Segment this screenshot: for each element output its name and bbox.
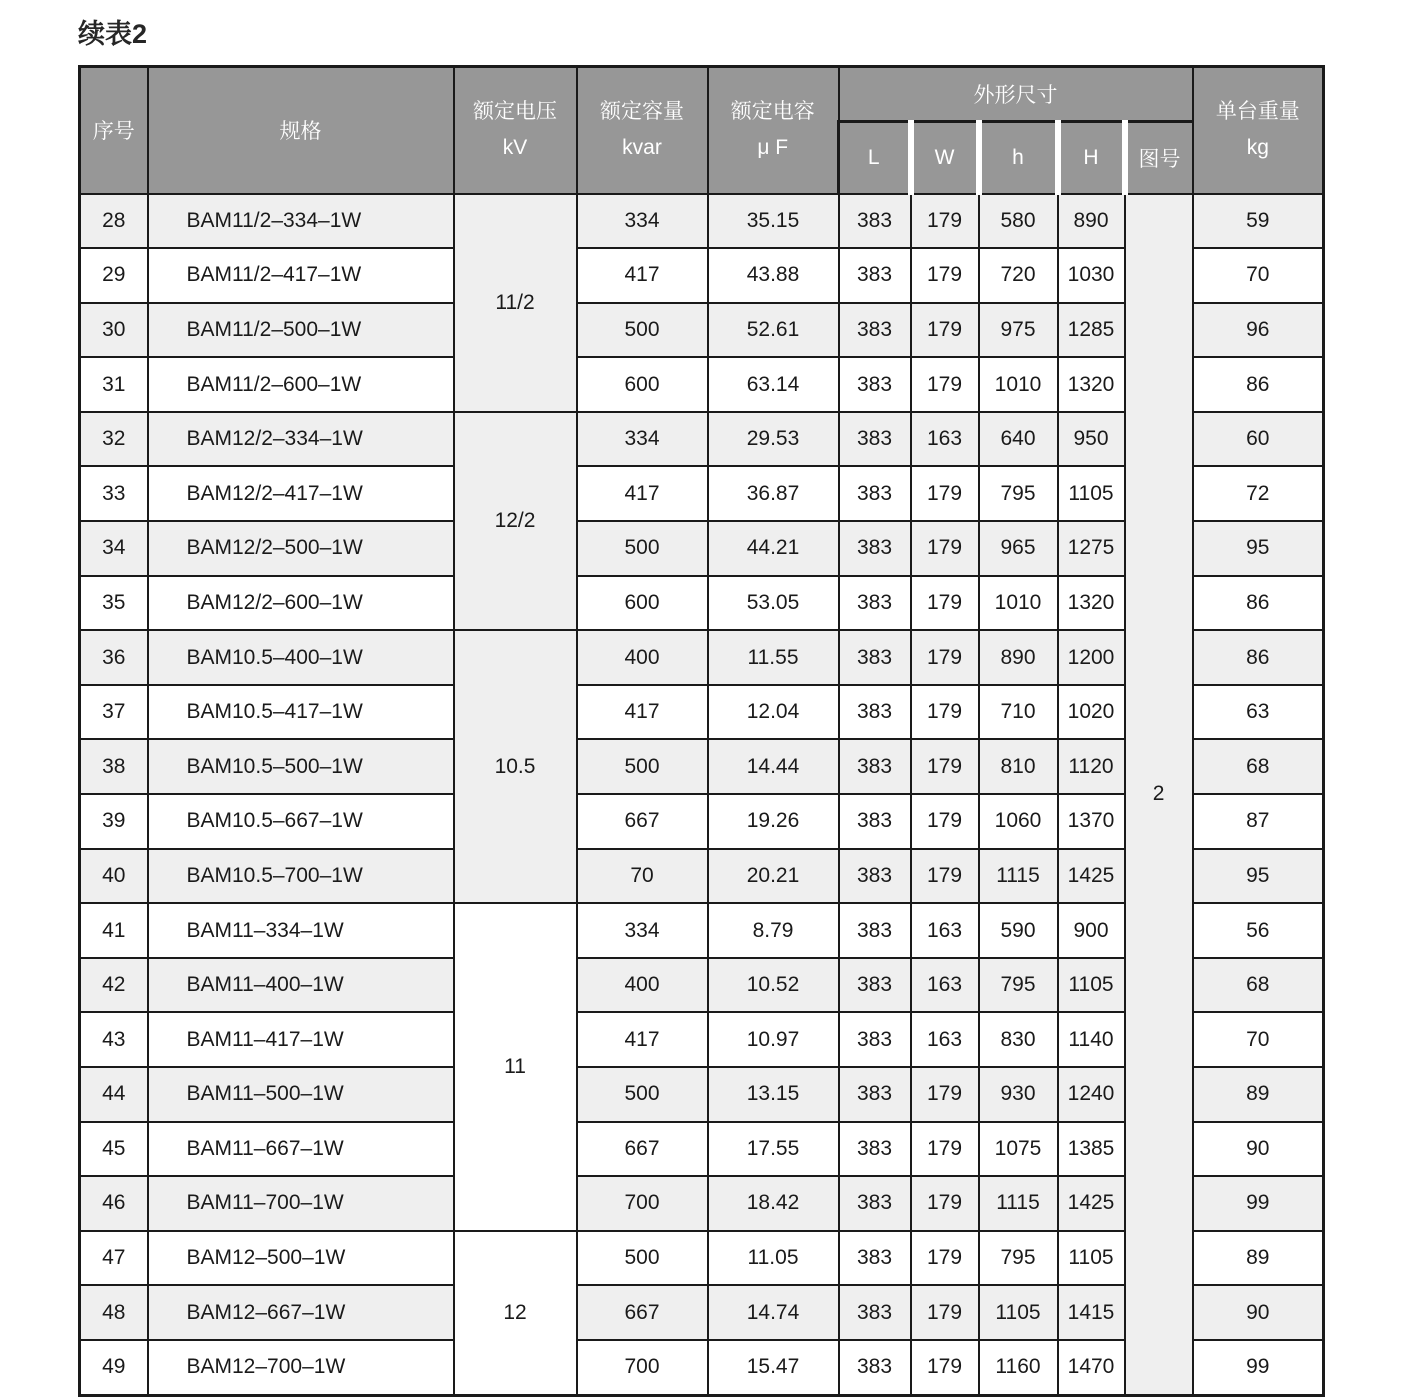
cell-serial: 46	[80, 1176, 148, 1231]
cell-dim-W: 179	[911, 1285, 979, 1340]
col-header-H-large: H	[1058, 122, 1125, 194]
cell-weight: 72	[1193, 466, 1324, 521]
col-header-capacity-name: 额定容量	[600, 100, 684, 124]
cell-serial: 43	[80, 1012, 148, 1067]
cell-dim-W: 179	[911, 1122, 979, 1177]
cell-dim-h: 810	[979, 739, 1058, 794]
cell-capacity: 400	[577, 958, 708, 1013]
cell-weight: 89	[1193, 1067, 1324, 1122]
cell-weight: 95	[1193, 521, 1324, 576]
cell-voltage-group: 10.5	[454, 630, 577, 903]
cell-dim-h: 710	[979, 685, 1058, 740]
cell-capacitance: 29.53	[708, 412, 839, 467]
cell-dim-W: 179	[911, 357, 979, 412]
cell-serial: 30	[80, 303, 148, 358]
cell-voltage-group: 12/2	[454, 412, 577, 630]
cell-dim-h: 1075	[979, 1122, 1058, 1177]
col-header-serial: 序号	[80, 67, 148, 194]
cell-dim-W: 163	[911, 903, 979, 958]
cell-dim-H: 1425	[1058, 849, 1125, 904]
cell-dim-h: 930	[979, 1067, 1058, 1122]
cell-dim-W: 179	[911, 576, 979, 631]
cell-dim-H: 950	[1058, 412, 1125, 467]
cell-dim-H: 1275	[1058, 521, 1125, 576]
cell-capacity: 600	[577, 576, 708, 631]
cell-capacity: 334	[577, 194, 708, 249]
cell-weight: 86	[1193, 576, 1324, 631]
cell-serial: 48	[80, 1285, 148, 1340]
cell-capacitance: 36.87	[708, 466, 839, 521]
cell-capacitance: 10.52	[708, 958, 839, 1013]
col-header-W: W	[911, 122, 979, 194]
cell-dim-L: 383	[839, 1285, 911, 1340]
cell-capacity: 417	[577, 685, 708, 740]
table-title: 续表2	[78, 19, 148, 49]
cell-spec: BAM11/2–600–1W	[148, 357, 454, 412]
cell-serial: 41	[80, 903, 148, 958]
cell-dim-h: 1160	[979, 1340, 1058, 1395]
cell-capacity: 500	[577, 1067, 708, 1122]
cell-dim-H: 1200	[1058, 630, 1125, 685]
cell-dim-L: 383	[839, 630, 911, 685]
cell-capacity: 417	[577, 1012, 708, 1067]
cell-spec: BAM11–417–1W	[148, 1012, 454, 1067]
cell-capacitance: 20.21	[708, 849, 839, 904]
cell-capacity: 500	[577, 1231, 708, 1286]
cell-serial: 36	[80, 630, 148, 685]
cell-capacitance: 11.55	[708, 630, 839, 685]
cell-spec: BAM10.5–500–1W	[148, 739, 454, 794]
cell-dim-W: 179	[911, 303, 979, 358]
cell-dim-L: 383	[839, 194, 911, 249]
cell-dim-H: 1120	[1058, 739, 1125, 794]
cell-weight: 99	[1193, 1176, 1324, 1231]
cell-weight: 60	[1193, 412, 1324, 467]
cell-serial: 49	[80, 1340, 148, 1395]
cell-dim-h: 1010	[979, 357, 1058, 412]
cell-serial: 29	[80, 248, 148, 303]
cell-capacitance: 52.61	[708, 303, 839, 358]
cell-dim-L: 383	[839, 794, 911, 849]
cell-dim-h: 1060	[979, 794, 1058, 849]
cell-dim-L: 383	[839, 248, 911, 303]
cell-capacitance: 13.15	[708, 1067, 839, 1122]
cell-voltage-group: 12	[454, 1231, 577, 1395]
cell-spec: BAM10.5–667–1W	[148, 794, 454, 849]
cell-dim-H: 1030	[1058, 248, 1125, 303]
cell-capacitance: 44.21	[708, 521, 839, 576]
cell-dim-W: 179	[911, 466, 979, 521]
cell-weight: 70	[1193, 248, 1324, 303]
col-header-weight-name: 单台重量	[1215, 100, 1300, 124]
col-header-h-small: h	[979, 122, 1058, 194]
cell-spec: BAM12/2–600–1W	[148, 576, 454, 631]
cell-dim-H: 1415	[1058, 1285, 1125, 1340]
cell-dim-h: 1010	[979, 576, 1058, 631]
cell-figure-number: 2	[1125, 194, 1193, 1396]
cell-weight: 86	[1193, 357, 1324, 412]
cell-dim-H: 1320	[1058, 576, 1125, 631]
cell-capacity: 500	[577, 739, 708, 794]
cell-spec: BAM11/2–417–1W	[148, 248, 454, 303]
cell-serial: 44	[80, 1067, 148, 1122]
cell-weight: 59	[1193, 194, 1324, 249]
col-header-voltage-name: 额定电压	[473, 100, 557, 124]
cell-dim-h: 965	[979, 521, 1058, 576]
cell-capacitance: 11.05	[708, 1231, 839, 1286]
cell-weight: 96	[1193, 303, 1324, 358]
cell-serial: 33	[80, 466, 148, 521]
col-header-capacitance-unit: μ F	[757, 136, 789, 160]
cell-dim-H: 1105	[1058, 1231, 1125, 1286]
cell-dim-L: 383	[839, 303, 911, 358]
cell-dim-h: 795	[979, 1231, 1058, 1286]
cell-spec: BAM12–500–1W	[148, 1231, 454, 1286]
cell-capacity: 417	[577, 248, 708, 303]
cell-dim-W: 179	[911, 1176, 979, 1231]
col-header-capacitance-name: 额定电容	[730, 100, 815, 124]
cell-dim-h: 720	[979, 248, 1058, 303]
cell-capacity: 700	[577, 1340, 708, 1395]
cell-weight: 89	[1193, 1231, 1324, 1286]
col-header-L: L	[839, 122, 911, 194]
cell-dim-L: 383	[839, 739, 911, 794]
cell-dim-H: 1140	[1058, 1012, 1125, 1067]
col-header-voltage-unit: kV	[502, 136, 528, 160]
cell-dim-h: 795	[979, 466, 1058, 521]
cell-serial: 35	[80, 576, 148, 631]
cell-weight: 99	[1193, 1340, 1324, 1395]
cell-capacity: 667	[577, 1122, 708, 1177]
cell-capacity: 400	[577, 630, 708, 685]
cell-dim-W: 179	[911, 685, 979, 740]
cell-dim-W: 179	[911, 794, 979, 849]
col-header-capacitance	[708, 67, 839, 194]
cell-dim-H: 1105	[1058, 958, 1125, 1013]
cell-dim-L: 383	[839, 576, 911, 631]
cell-spec: BAM11/2–334–1W	[148, 194, 454, 249]
cell-dim-h: 890	[979, 630, 1058, 685]
cell-spec: BAM12–700–1W	[148, 1340, 454, 1395]
cell-spec: BAM11–667–1W	[148, 1122, 454, 1177]
cell-dim-H: 1320	[1058, 357, 1125, 412]
cell-dim-L: 383	[839, 1122, 911, 1177]
cell-dim-W: 163	[911, 958, 979, 1013]
cell-dim-h: 1115	[979, 1176, 1058, 1231]
cell-capacity: 667	[577, 1285, 708, 1340]
cell-capacity: 500	[577, 303, 708, 358]
cell-capacitance: 14.44	[708, 739, 839, 794]
cell-capacitance: 15.47	[708, 1340, 839, 1395]
cell-serial: 31	[80, 357, 148, 412]
cell-dim-h: 590	[979, 903, 1058, 958]
cell-dim-W: 179	[911, 521, 979, 576]
cell-capacitance: 12.04	[708, 685, 839, 740]
cell-spec: BAM11–400–1W	[148, 958, 454, 1013]
cell-dim-L: 383	[839, 903, 911, 958]
cell-weight: 86	[1193, 630, 1324, 685]
cell-spec: BAM12/2–500–1W	[148, 521, 454, 576]
cell-dim-H: 900	[1058, 903, 1125, 958]
cell-voltage-group: 11/2	[454, 194, 577, 412]
cell-dim-H: 1240	[1058, 1067, 1125, 1122]
cell-dim-W: 179	[911, 1231, 979, 1286]
cell-weight: 70	[1193, 1012, 1324, 1067]
cell-capacity: 334	[577, 903, 708, 958]
cell-spec: BAM11–334–1W	[148, 903, 454, 958]
cell-dim-H: 1020	[1058, 685, 1125, 740]
cell-dim-L: 383	[839, 1340, 911, 1395]
col-header-weight	[1193, 67, 1324, 194]
cell-dim-h: 1105	[979, 1285, 1058, 1340]
cell-capacity: 70	[577, 849, 708, 904]
cell-dim-h: 975	[979, 303, 1058, 358]
cell-dim-H: 1370	[1058, 794, 1125, 849]
cell-weight: 56	[1193, 903, 1324, 958]
cell-dim-h: 640	[979, 412, 1058, 467]
table-row	[80, 194, 1324, 249]
cell-spec: BAM11–700–1W	[148, 1176, 454, 1231]
cell-dim-h: 830	[979, 1012, 1058, 1067]
cell-dim-W: 179	[911, 1340, 979, 1395]
cell-dim-L: 383	[839, 1067, 911, 1122]
cell-capacitance: 19.26	[708, 794, 839, 849]
cell-capacitance: 8.79	[708, 903, 839, 958]
col-header-voltage	[454, 67, 577, 194]
cell-voltage-group: 11	[454, 903, 577, 1231]
cell-dim-W: 179	[911, 1067, 979, 1122]
cell-spec: BAM11/2–500–1W	[148, 303, 454, 358]
cell-capacity: 417	[577, 466, 708, 521]
cell-serial: 42	[80, 958, 148, 1013]
cell-dim-W: 179	[911, 739, 979, 794]
cell-dim-W: 179	[911, 849, 979, 904]
cell-serial: 39	[80, 794, 148, 849]
cell-serial: 37	[80, 685, 148, 740]
cell-serial: 45	[80, 1122, 148, 1177]
cell-dim-H: 890	[1058, 194, 1125, 249]
cell-capacity: 667	[577, 794, 708, 849]
cell-spec: BAM12/2–417–1W	[148, 466, 454, 521]
cell-spec: BAM12–667–1W	[148, 1285, 454, 1340]
cell-capacitance: 53.05	[708, 576, 839, 631]
cell-weight: 63	[1193, 685, 1324, 740]
cell-weight: 90	[1193, 1285, 1324, 1340]
cell-dim-H: 1105	[1058, 466, 1125, 521]
cell-serial: 40	[80, 849, 148, 904]
cell-capacitance: 35.15	[708, 194, 839, 249]
cell-dim-W: 163	[911, 412, 979, 467]
cell-dim-h: 795	[979, 958, 1058, 1013]
cell-dim-L: 383	[839, 1012, 911, 1067]
cell-dim-h: 1115	[979, 849, 1058, 904]
cell-capacitance: 63.14	[708, 357, 839, 412]
cell-dim-L: 383	[839, 685, 911, 740]
cell-dim-L: 383	[839, 466, 911, 521]
cell-weight: 68	[1193, 958, 1324, 1013]
cell-dim-H: 1470	[1058, 1340, 1125, 1395]
cell-capacitance: 18.42	[708, 1176, 839, 1231]
cell-weight: 95	[1193, 849, 1324, 904]
cell-dim-W: 179	[911, 194, 979, 249]
cell-dim-L: 383	[839, 357, 911, 412]
cell-capacitance: 14.74	[708, 1285, 839, 1340]
cell-serial: 47	[80, 1231, 148, 1286]
col-header-dimensions: 外形尺寸	[839, 67, 1193, 122]
cell-serial: 38	[80, 739, 148, 794]
col-header-capacity	[577, 67, 708, 194]
header-row-top	[80, 67, 1324, 122]
col-header-figure: 图号	[1125, 122, 1193, 194]
cell-dim-L: 383	[839, 412, 911, 467]
spec-table	[78, 65, 1325, 1397]
cell-dim-H: 1285	[1058, 303, 1125, 358]
cell-dim-L: 383	[839, 958, 911, 1013]
cell-dim-H: 1425	[1058, 1176, 1125, 1231]
cell-dim-W: 163	[911, 1012, 979, 1067]
cell-capacitance: 43.88	[708, 248, 839, 303]
cell-dim-H: 1385	[1058, 1122, 1125, 1177]
col-header-capacity-unit: kvar	[622, 136, 662, 160]
cell-spec: BAM12/2–334–1W	[148, 412, 454, 467]
cell-spec: BAM10.5–417–1W	[148, 685, 454, 740]
cell-capacity: 334	[577, 412, 708, 467]
col-header-spec: 规格	[148, 67, 454, 194]
cell-capacitance: 10.97	[708, 1012, 839, 1067]
cell-capacity: 500	[577, 521, 708, 576]
cell-capacity: 700	[577, 1176, 708, 1231]
cell-weight: 68	[1193, 739, 1324, 794]
cell-dim-L: 383	[839, 1176, 911, 1231]
col-header-weight-unit: kg	[1246, 136, 1269, 160]
cell-dim-W: 179	[911, 630, 979, 685]
cell-capacity: 600	[577, 357, 708, 412]
cell-dim-L: 383	[839, 849, 911, 904]
cell-spec: BAM10.5–400–1W	[148, 630, 454, 685]
cell-dim-h: 580	[979, 194, 1058, 249]
cell-serial: 32	[80, 412, 148, 467]
cell-serial: 28	[80, 194, 148, 249]
cell-serial: 34	[80, 521, 148, 576]
cell-weight: 90	[1193, 1122, 1324, 1177]
cell-capacitance: 17.55	[708, 1122, 839, 1177]
cell-weight: 87	[1193, 794, 1324, 849]
cell-spec: BAM11–500–1W	[148, 1067, 454, 1122]
cell-dim-L: 383	[839, 1231, 911, 1286]
cell-dim-W: 179	[911, 248, 979, 303]
cell-spec: BAM10.5–700–1W	[148, 849, 454, 904]
cell-dim-L: 383	[839, 521, 911, 576]
